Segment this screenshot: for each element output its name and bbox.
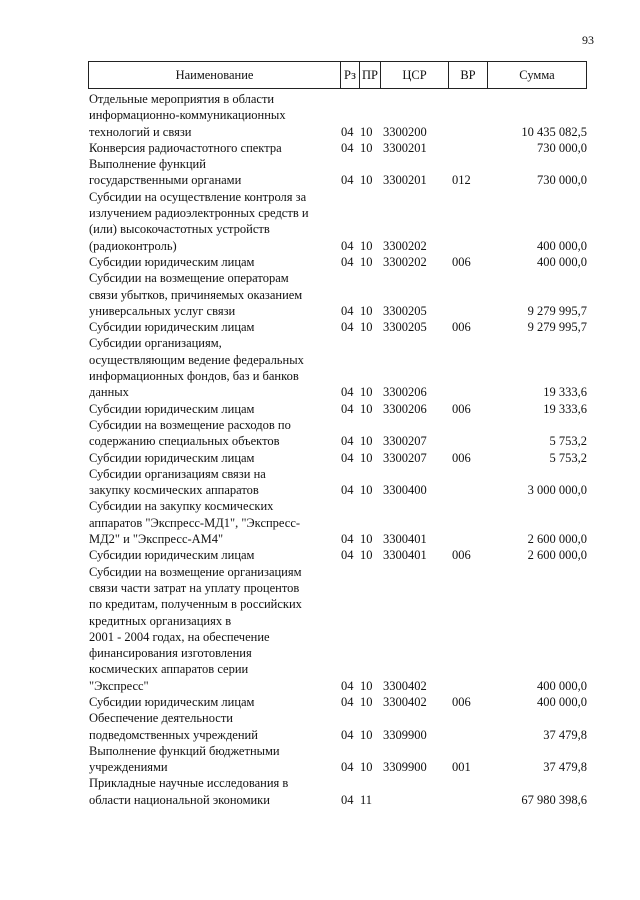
row-sum: 37 479,8 [543,727,587,742]
row-sum: 3 000 000,0 [527,483,587,498]
row-vr: 006 [452,401,471,416]
row-name-line: Выполнение функций бюджетными [89,743,280,758]
row-name [89,335,335,400]
table-row [89,466,589,499]
header-name: Наименование [89,62,341,88]
row-name [89,189,335,254]
row-vr: 006 [452,450,471,465]
row-vr: 006 [452,254,471,269]
row-name [89,743,335,776]
row-name-line: связи части затрат на уплату процентов [89,580,300,595]
row-name-line: технологий и связи [89,124,192,139]
row-pr: 10 [360,385,373,400]
row-sum: 19 333,6 [543,401,587,416]
row-pr: 10 [360,140,373,155]
row-rz: 04 [341,532,354,547]
row-name-line: Субсидии юридическим лицам [89,548,255,563]
row-name-line: Субсидии организациям связи на [89,466,266,481]
row-pr: 10 [360,548,373,563]
row-pr: 10 [360,450,373,465]
row-csr: 3300206 [383,385,427,400]
row-pr: 11 [360,792,373,807]
row-name [89,547,335,563]
row-name-line: связи убытков, причиняемых оказанием [89,287,303,302]
row-name [89,450,335,466]
row-csr: 3309900 [383,760,427,775]
row-csr: 3300205 [383,303,427,318]
row-name-line: (или) высокочастотных устройств [89,222,270,237]
table-row [89,417,589,450]
row-pr: 10 [360,238,373,253]
header-sum: Сумма [519,67,555,82]
row-pr: 10 [360,320,373,335]
row-name-line: универсальных услуг связи [89,303,236,318]
row-name-line: данных [89,385,129,400]
table-row [89,91,589,140]
row-name-line: 2001 - 2004 годах, на обеспечение [89,629,270,644]
row-sum: 400 000,0 [537,678,587,693]
header-csr: ЦСР [381,62,449,88]
row-name [89,775,335,808]
row-name-line: Субсидии на осуществление контроля за [89,189,307,204]
row-sum: 5 753,2 [549,450,587,465]
table-row [89,450,589,466]
row-name [89,140,335,156]
row-name-line: (радиоконтроль) [89,238,177,253]
row-name [89,401,335,417]
row-sum: 2 600 000,0 [527,548,587,563]
row-csr: 3300402 [383,678,427,693]
row-name-line: Субсидии юридическим лицам [89,450,255,465]
row-rz: 04 [341,727,354,742]
row-rz: 04 [341,385,354,400]
row-name-line: космических аппаратов серии [89,662,249,677]
row-sum: 730 000,0 [537,140,587,155]
row-sum: 9 279 995,7 [527,320,587,335]
row-name-line: закупку космических аппаратов [89,483,259,498]
row-sum: 2 600 000,0 [527,532,587,547]
row-name-line: кредитных организациях в [89,613,232,628]
row-pr: 10 [360,727,373,742]
row-name-line: Субсидии на возмещение операторам [89,271,289,286]
row-name [89,694,335,710]
row-sum: 400 000,0 [537,254,587,269]
table-row [89,140,589,156]
row-rz: 04 [341,254,354,269]
row-csr: 3309900 [383,727,427,742]
row-pr: 10 [360,303,373,318]
row-sum: 400 000,0 [537,238,587,253]
row-pr: 10 [360,483,373,498]
row-name-line: Конверсия радиочастотного спектра [89,140,282,155]
row-pr: 10 [360,694,373,709]
row-name-line: Субсидии юридическим лицам [89,254,255,269]
table-row [89,270,589,319]
row-csr: 3300202 [383,254,427,269]
row-rz: 04 [341,760,354,775]
table-row [89,401,589,417]
row-sum: 400 000,0 [537,694,587,709]
row-name-line: осуществляющим ведение федеральных [89,352,304,367]
row-rz: 04 [341,792,354,807]
row-csr: 3300401 [383,532,427,547]
table-row [89,156,589,189]
row-name-line: Субсидии организациям, [89,336,222,351]
row-rz: 04 [341,483,354,498]
table-row [89,564,589,694]
table-row [89,547,589,563]
row-rz: 04 [341,238,354,253]
page-number: 93 [582,33,594,47]
table-row [89,694,589,710]
row-sum: 67 980 398,6 [521,792,587,807]
row-sum: 10 435 082,5 [521,124,587,139]
table-row [89,319,589,335]
row-pr: 10 [360,434,373,449]
row-csr: 3300200 [383,124,427,139]
row-vr: 012 [452,173,471,188]
row-name-line: "Экспресс" [89,678,149,693]
row-rz: 04 [341,303,354,318]
row-sum: 730 000,0 [537,173,587,188]
row-name-line: излучением радиоэлектронных средств и [89,206,309,221]
table-row [89,189,589,254]
table-row [89,254,589,270]
row-name-line: по кредитам, полученным в российских [89,597,302,612]
table-row [89,710,589,743]
row-rz: 04 [341,434,354,449]
row-name [89,466,335,499]
row-rz: 04 [341,401,354,416]
row-name-line: МД2" и "Экспресс-АМ4" [89,532,224,547]
table-header [88,61,587,89]
row-vr: 006 [452,548,471,563]
row-name-line: Субсидии на возмещение расходов по [89,417,291,432]
row-name [89,417,335,450]
row-csr: 3300207 [383,434,427,449]
row-rz: 04 [341,678,354,693]
row-rz: 04 [341,124,354,139]
row-csr: 3300201 [383,140,427,155]
table-row [89,498,589,547]
row-name [89,91,335,140]
row-name-line: содержанию специальных объектов [89,434,280,449]
row-rz: 04 [341,320,354,335]
row-sum: 5 753,2 [549,434,587,449]
row-pr: 10 [360,401,373,416]
header-vr: ВР [449,62,488,88]
row-name-line: Субсидии юридическим лицам [89,320,255,335]
row-name-line: Субсидии юридическим лицам [89,401,255,416]
row-sum: 9 279 995,7 [527,303,587,318]
row-pr: 10 [360,173,373,188]
row-csr: 3300201 [383,173,427,188]
row-csr: 3300202 [383,238,427,253]
row-pr: 10 [360,254,373,269]
row-pr: 10 [360,760,373,775]
row-name-line: области национальной экономики [89,792,270,807]
row-csr: 3300206 [383,401,427,416]
row-csr: 3300401 [383,548,427,563]
table-row [89,775,589,808]
row-csr: 3300205 [383,320,427,335]
row-rz: 04 [341,450,354,465]
row-csr: 3300402 [383,694,427,709]
row-name-line: Субсидии на возмещение организациям [89,564,302,579]
table-row [89,743,589,776]
row-rz: 04 [341,173,354,188]
row-name-line: Отдельные мероприятия в области [89,92,275,106]
row-name [89,270,335,319]
row-name-line: информационных фондов, баз и банков [89,369,299,384]
row-name [89,319,335,335]
row-sum: 19 333,6 [543,385,587,400]
row-name-line: Выполнение функций [89,157,206,172]
row-pr: 10 [360,124,373,139]
row-sum: 37 479,8 [543,760,587,775]
row-name-line: государственными органами [89,173,242,188]
row-csr: 3300207 [383,450,427,465]
row-name-line: финансирования изготовления [89,646,252,661]
header-rz: Рз [341,62,360,88]
row-name [89,564,335,694]
row-name-line: подведомственных учреждений [89,727,258,742]
row-name-line: Субсидии на закупку космических [89,499,274,514]
row-name [89,710,335,743]
row-name [89,498,335,547]
row-vr: 001 [452,760,471,775]
row-name-line: Обеспечение деятельности [89,711,234,726]
row-rz: 04 [341,694,354,709]
table-body [89,91,589,808]
row-vr: 006 [452,320,471,335]
row-rz: 04 [341,548,354,563]
row-name-line: аппаратов "Экспресс-МД1", "Экспресс- [89,515,301,530]
row-pr: 10 [360,532,373,547]
row-name [89,254,335,270]
row-name-line: учреждениями [89,760,168,775]
row-name-line: Прикладные научные исследования в [89,776,289,791]
row-name-line: информационно-коммуникационных [89,108,286,123]
header-pr: ПР [360,62,381,88]
row-name [89,156,335,189]
row-vr: 006 [452,694,471,709]
row-pr: 10 [360,678,373,693]
row-rz: 04 [341,140,354,155]
row-csr: 3300400 [383,483,427,498]
row-name-line: Субсидии юридическим лицам [89,694,255,709]
table-row [89,335,589,400]
